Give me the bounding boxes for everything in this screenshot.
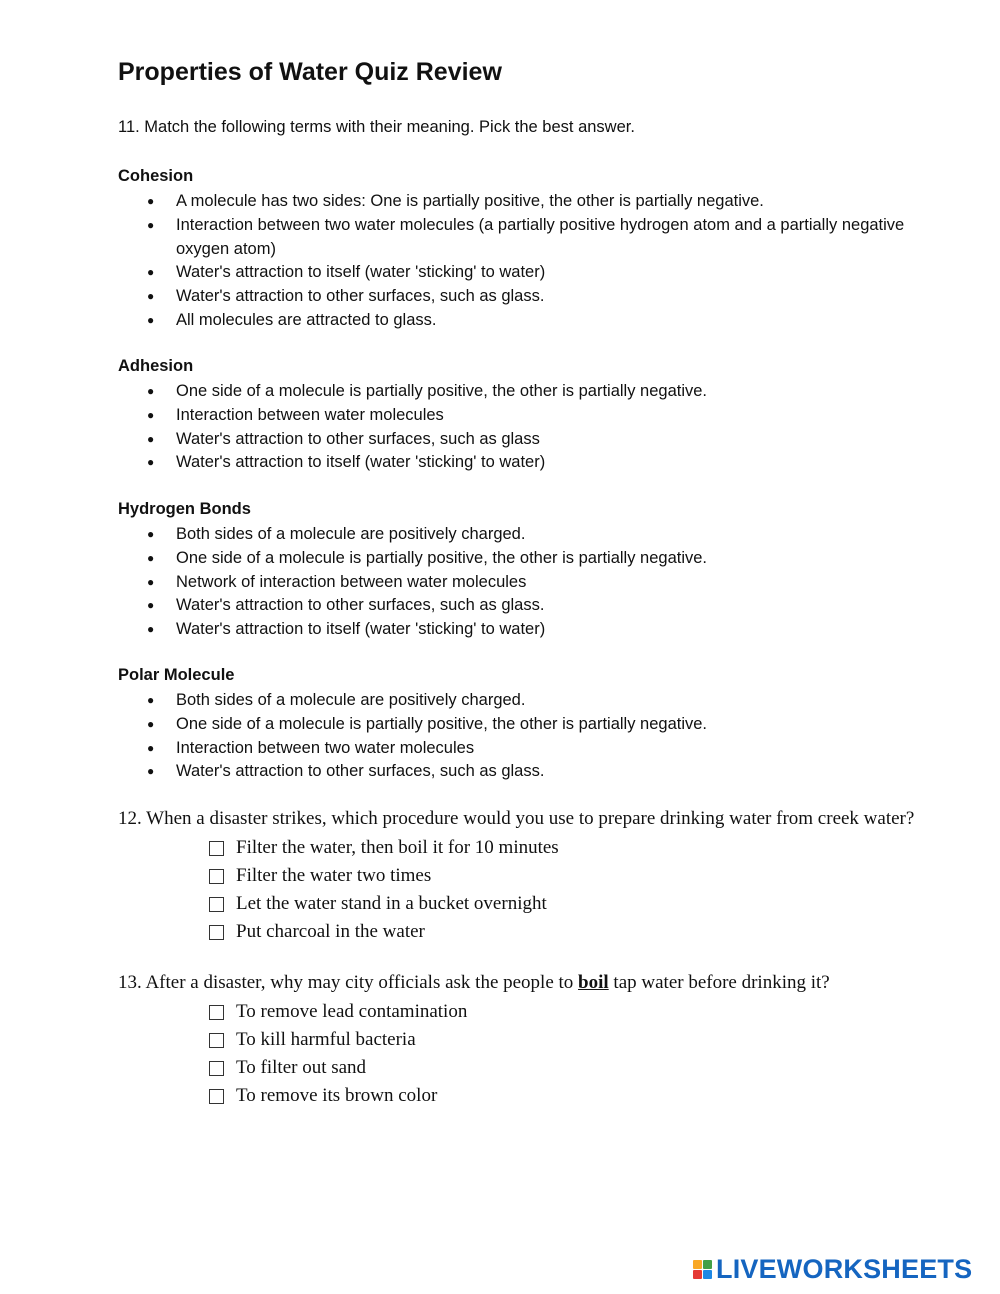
answer-option[interactable] bbox=[209, 1026, 830, 1054]
answer-option[interactable]: ● Water's attraction to itself (water 'sticking' to water) bbox=[118, 261, 916, 285]
checkbox[interactable] bbox=[209, 841, 224, 856]
liveworksheets-logo bbox=[693, 1254, 972, 1284]
question-12-text: 12. When a disaster strikes, which procedure would you use to prepare drinking water from creek water? bbox=[118, 808, 915, 829]
question-13-emphasis: boil bbox=[578, 972, 609, 993]
answer-option[interactable]: ● Both sides of a molecule are positively charged. bbox=[118, 689, 916, 713]
term-heading: Hydrogen Bonds bbox=[118, 500, 251, 518]
answer-option[interactable] bbox=[209, 998, 830, 1026]
checkbox[interactable] bbox=[209, 925, 224, 940]
answer-option[interactable] bbox=[209, 918, 914, 946]
logo-text: LIVEWORKSHEETS bbox=[716, 1253, 973, 1284]
term-heading: Polar Molecule bbox=[118, 666, 235, 684]
answer-option[interactable]: ● Water's attraction to other surfaces, such as glass. bbox=[118, 285, 916, 309]
answer-option[interactable]: ● Water's attraction to other surfaces, such as glass bbox=[118, 428, 916, 452]
answer-option[interactable]: ● Water's attraction to other surfaces, such as glass. bbox=[118, 760, 916, 784]
term-heading: Adhesion bbox=[118, 357, 194, 375]
answer-option[interactable] bbox=[209, 1082, 830, 1110]
checkbox[interactable] bbox=[209, 1089, 224, 1104]
answer-option[interactable]: ● Interaction between two water molecules bbox=[118, 737, 916, 761]
answer-option[interactable] bbox=[209, 834, 914, 862]
checkbox[interactable] bbox=[209, 1033, 224, 1048]
question-13-text bbox=[118, 971, 830, 995]
question-11-text: 11. Match the following terms with their meaning. Pick the best answer. bbox=[118, 118, 635, 136]
answer-option[interactable]: ● A molecule has two sides: One is partially positive, the other is partially negative. bbox=[118, 190, 916, 214]
question-13-text-after: tap water before drinking it? bbox=[608, 972, 830, 993]
answer-option[interactable]: ● Interaction between two water molecules (a partially positive hydrogen atom and a partially negative oxygen atom) bbox=[118, 214, 916, 262]
answer-option[interactable] bbox=[209, 862, 914, 890]
option-label: To filter out sand bbox=[236, 1057, 367, 1078]
option-label: To remove lead contamination bbox=[236, 1001, 468, 1022]
answer-option[interactable] bbox=[209, 890, 914, 918]
option-label: To remove its brown color bbox=[236, 1085, 438, 1106]
checkbox[interactable] bbox=[209, 1005, 224, 1020]
checkbox[interactable] bbox=[209, 869, 224, 884]
term-heading: Cohesion bbox=[118, 167, 194, 185]
option-label: Let the water stand in a bucket overnight bbox=[236, 893, 547, 914]
answer-option[interactable]: ● Water's attraction to itself (water 'sticking' to water) bbox=[118, 451, 916, 475]
question-12 bbox=[118, 807, 914, 946]
answer-option[interactable] bbox=[209, 1054, 830, 1082]
option-label: To kill harmful bacteria bbox=[236, 1029, 416, 1050]
logo-mark-icon bbox=[693, 1260, 712, 1279]
option-label: Filter the water, then boil it for 10 minutes bbox=[236, 837, 559, 858]
answer-option[interactable]: ● Both sides of a molecule are positively charged. bbox=[118, 523, 916, 547]
answer-option[interactable]: ● Interaction between water molecules bbox=[118, 404, 916, 428]
answer-option[interactable]: ● Water's attraction to itself (water 'sticking' to water) bbox=[118, 618, 916, 642]
term-section-hydrogen-bonds bbox=[118, 499, 916, 642]
answer-option[interactable]: ● All molecules are attracted to glass. bbox=[118, 309, 916, 333]
checkbox[interactable] bbox=[209, 1061, 224, 1076]
term-section-adhesion bbox=[118, 356, 916, 475]
page-title: Properties of Water Quiz Review bbox=[118, 58, 502, 86]
question-13-text-before: 13. After a disaster, why may city officials ask the people to bbox=[118, 972, 579, 993]
term-section-cohesion bbox=[118, 166, 916, 333]
checkbox[interactable] bbox=[209, 897, 224, 912]
option-label: Put charcoal in the water bbox=[236, 921, 425, 942]
answer-option[interactable]: ● One side of a molecule is partially positive, the other is partially negative. bbox=[118, 713, 916, 737]
answer-option[interactable]: ● One side of a molecule is partially positive, the other is partially negative. bbox=[118, 547, 916, 571]
option-label: Filter the water two times bbox=[236, 865, 432, 886]
term-section-polar-molecule bbox=[118, 665, 916, 784]
answer-option[interactable]: ● Network of interaction between water molecules bbox=[118, 571, 916, 595]
answer-option[interactable]: ● One side of a molecule is partially positive, the other is partially negative. bbox=[118, 380, 916, 404]
question-13 bbox=[118, 971, 830, 1110]
answer-option[interactable]: ● Water's attraction to other surfaces, such as glass. bbox=[118, 594, 916, 618]
